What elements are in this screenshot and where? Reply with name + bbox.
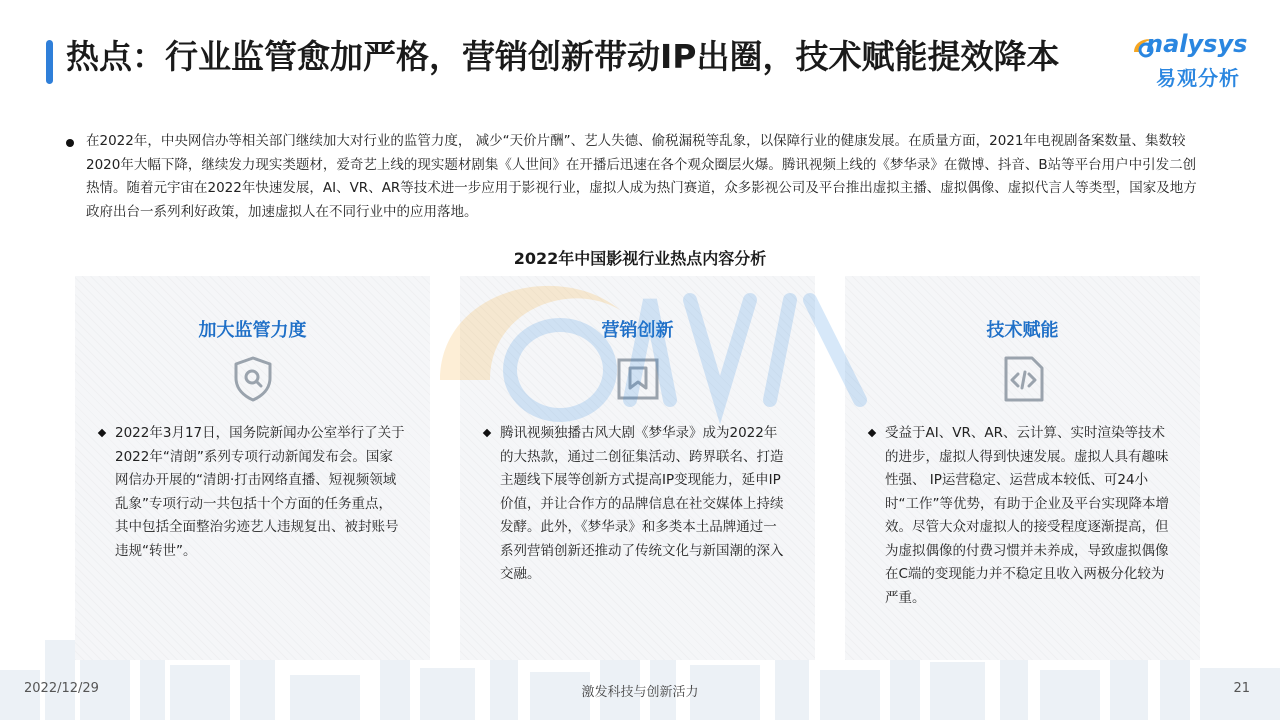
diamond-bullet-icon bbox=[98, 429, 106, 437]
analysys-logo bbox=[1130, 30, 1260, 94]
card-text: 2022年3月17日，国务院新闻办公室举行了关于2022年“清朗”系列专项行动新闻发布会。国家网信办开展的“清朗·打击网络直播、短视频领域乱象”专项行动一共包括十个方面的任务重点，其中包括全面整治劣迹艺人违规复出、被封账号违规“转世”。 bbox=[115, 425, 405, 559]
card-body bbox=[115, 422, 405, 563]
intro-text: 在2022年，中央网信办等相关部门继续加大对行业的监管力度， 减少“天价片酬”、艺人失德、偷税漏税等乱象，以保障行业的健康发展。在质量方面，2021年电视剧备案数量、集数较2020年大幅下降，继续发力现实类题材，爱奇艺上线的现实题材剧集《人世间》在开播后迅速在各个观众圈层火爆。腾讯视频上线的《梦华录》在微博、抖音、B站等平台用户中引发二创热情。随着元宇宙在2022年快速发展，AI、VR、AR等技术进一步应用于影视行业，虚拟人成为热门赛道，众多影视公司及平台推出虚拟主播、虚拟偶像、虚拟代言人等类型，国家及地方政府出台一系列利好政策，加速虚拟人在不同行业中的应用落地。 bbox=[86, 133, 1197, 220]
card-body bbox=[500, 422, 790, 587]
card-text: 受益于AI、VR、AR、云计算、实时渲染等技术的进步，虚拟人得到快速发展。虚拟人具有趣味性强、 IP运营稳定、运营成本较低、可24小时“工作”等优势，有助于企业及平台实现降本增效。尽管大众对虚拟人的接受程度逐渐提高，但为虚拟偶像的付费习惯并未养成，导致虚拟偶像在C端的变现能力并不稳定且收入两极分化较为严重。 bbox=[885, 425, 1169, 606]
section-title: 2022年中国影视行业热点内容分析 bbox=[513, 249, 767, 268]
code-file-icon bbox=[998, 354, 1048, 404]
shield-search-icon bbox=[228, 354, 278, 404]
card-title: 技术赋能 bbox=[986, 320, 1059, 341]
diamond-bullet-icon bbox=[483, 429, 491, 437]
card-regulation bbox=[75, 276, 430, 660]
card-text: 腾讯视频独播古风大剧《梦华录》成为2022年的大热款，通过二创征集活动、跨界联名、打造主题线下展等创新方式提高IP变现能力，延申IP价值，并让合作方的品牌信息在社交媒体上持续发酵。此外，《梦华录》和多类本土品牌通过一系列营销创新还推动了传统文化与新国潮的深入交融。 bbox=[500, 425, 784, 582]
bookmark-icon bbox=[613, 354, 663, 404]
intro-paragraph bbox=[66, 130, 1206, 224]
card-title: 营销创新 bbox=[601, 320, 674, 341]
logo-wordmark: nalysys bbox=[1146, 30, 1248, 58]
page-title: 热点：行业监管愈加严格，营销创新带动IP出圈，技术赋能提效降本 bbox=[66, 37, 1060, 76]
title-accent-bar bbox=[46, 40, 53, 84]
logo-chinese-name: 易观分析 bbox=[1156, 66, 1240, 90]
footer-slogan: 激发科技与创新活力 bbox=[581, 685, 699, 700]
card-body bbox=[885, 422, 1175, 610]
page-number: 21 bbox=[1233, 681, 1250, 696]
card-marketing bbox=[460, 276, 815, 660]
card-technology bbox=[845, 276, 1200, 660]
card-title: 加大监管力度 bbox=[198, 320, 307, 341]
footer-date: 2022/12/29 bbox=[24, 681, 99, 696]
diamond-bullet-icon bbox=[868, 429, 876, 437]
bullet-dot-icon bbox=[66, 139, 74, 147]
